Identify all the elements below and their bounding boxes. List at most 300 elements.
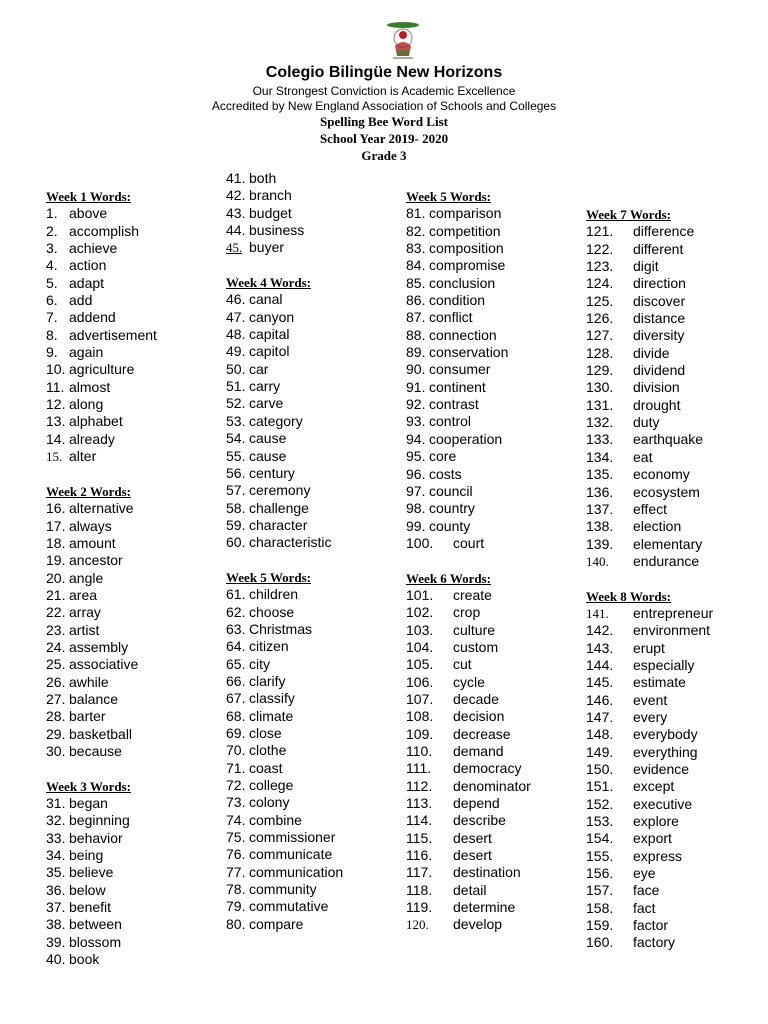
item-word: estimate — [633, 674, 686, 691]
list-item — [46, 570, 157, 587]
list-item — [46, 535, 157, 552]
item-word: especially — [633, 656, 695, 673]
item-number: 93. — [406, 413, 426, 430]
item-number: 49. — [226, 343, 246, 360]
item-number: 41. — [226, 170, 246, 186]
item-number: 7. — [46, 309, 58, 326]
list-item — [46, 830, 157, 847]
item-word: costs — [429, 465, 462, 482]
item-number: 32. — [46, 812, 66, 829]
item-word: basketball — [69, 725, 133, 742]
list-item — [226, 205, 343, 222]
list-item — [586, 830, 713, 847]
list-item — [46, 708, 157, 725]
list-item — [226, 239, 343, 256]
list-item — [46, 622, 157, 639]
list-item — [46, 795, 157, 812]
item-number: 43. — [226, 204, 246, 221]
item-word: carry — [249, 378, 281, 395]
item-word: alter — [69, 448, 97, 465]
item-number: 121. — [586, 223, 614, 240]
item-word: continent — [429, 378, 486, 395]
list-item — [406, 726, 531, 743]
item-number: 58. — [226, 499, 246, 516]
item-word: effect — [633, 500, 667, 517]
item-number: 1. — [46, 205, 58, 222]
list-item — [226, 343, 343, 360]
list-item — [586, 293, 713, 310]
list-item — [406, 760, 531, 777]
item-number: 76. — [226, 846, 246, 863]
item-number: 112. — [406, 777, 433, 794]
item-number: 44. — [226, 222, 246, 239]
list-item — [586, 848, 713, 865]
list-item — [406, 656, 531, 673]
item-word: branch — [249, 187, 292, 204]
item-word: below — [69, 881, 106, 898]
item-number: 90. — [406, 361, 426, 378]
item-word: achieve — [69, 240, 118, 257]
item-word: character — [249, 516, 308, 533]
item-number: 45. — [226, 240, 243, 256]
list-item — [406, 795, 531, 812]
list-item — [406, 413, 531, 430]
item-word: earthquake — [633, 431, 704, 448]
list-item — [406, 812, 531, 829]
list-item — [226, 673, 343, 690]
item-word: agriculture — [69, 361, 135, 378]
item-word: distance — [633, 310, 686, 327]
item-number: 129. — [586, 362, 614, 379]
item-word: barter — [69, 708, 106, 725]
list-item — [46, 916, 157, 933]
item-word: colony — [249, 794, 290, 811]
item-word: eye — [633, 865, 656, 882]
item-number: 77. — [226, 863, 246, 880]
item-word: challenge — [249, 499, 309, 516]
item-word: denominator — [453, 777, 531, 794]
item-number: 87. — [406, 309, 426, 326]
item-number: 99. — [406, 517, 426, 534]
item-word: adapt — [69, 274, 105, 291]
list-item — [406, 309, 531, 326]
item-number: 105. — [406, 656, 434, 673]
item-word: county — [429, 517, 471, 534]
item-word: classify — [249, 690, 295, 707]
list-item — [46, 292, 157, 309]
item-number: 97. — [406, 482, 426, 499]
word-list-week-7 — [586, 223, 713, 570]
list-item — [406, 379, 531, 396]
list-item — [406, 361, 531, 378]
item-word: factory — [633, 934, 676, 951]
list-item — [46, 639, 157, 656]
list-item — [586, 431, 713, 448]
item-number: 52. — [226, 395, 246, 412]
item-word: divide — [633, 344, 670, 361]
list-item — [586, 882, 713, 899]
item-number: 140. — [586, 553, 609, 569]
item-number: 120. — [406, 917, 429, 933]
list-item — [46, 587, 157, 604]
item-number: 111. — [406, 760, 432, 777]
item-word: cause — [249, 430, 287, 447]
word-list-week-8 — [586, 605, 713, 952]
item-word: compromise — [429, 257, 506, 274]
list-item — [586, 501, 713, 518]
list-item — [46, 847, 157, 864]
item-number: 20. — [46, 569, 66, 586]
list-item — [46, 691, 157, 708]
list-item — [226, 794, 343, 811]
item-word: everybody — [633, 726, 698, 743]
item-word: desert — [453, 829, 492, 846]
item-word: capital — [249, 326, 290, 343]
list-item — [406, 396, 531, 413]
item-word: behavior — [69, 829, 123, 846]
item-number: 21. — [46, 586, 66, 603]
list-item — [226, 395, 343, 412]
item-word: city — [249, 655, 270, 672]
list-item — [46, 448, 157, 465]
item-number: 74. — [226, 811, 246, 828]
item-number: 128. — [586, 344, 614, 361]
item-word: alternative — [69, 500, 134, 517]
item-number: 88. — [406, 326, 426, 343]
list-item — [226, 430, 343, 447]
item-number: 51. — [226, 378, 246, 395]
item-word: conservation — [429, 344, 509, 361]
item-word: describe — [453, 812, 506, 829]
item-word: blossom — [69, 933, 122, 950]
item-word: economy — [633, 466, 690, 483]
list-item — [226, 881, 343, 898]
list-item — [406, 691, 531, 708]
item-number: 100. — [406, 534, 434, 551]
list-item — [226, 621, 343, 638]
item-word: associative — [69, 656, 139, 673]
item-word: almost — [69, 378, 111, 395]
week-heading: Week 3 Words: — [46, 778, 131, 794]
item-number: 159. — [586, 917, 614, 934]
list-item — [406, 622, 531, 639]
item-number: 46. — [226, 291, 246, 308]
item-number: 152. — [586, 795, 614, 812]
week-heading: Week 2 Words: — [46, 483, 131, 499]
item-number: 11. — [46, 378, 65, 395]
item-number: 149. — [586, 743, 614, 760]
item-word: addend — [69, 309, 116, 326]
item-number: 81. — [406, 205, 426, 222]
word-list-week-4 — [226, 291, 343, 551]
item-word: export — [633, 830, 672, 847]
list-item — [586, 466, 713, 483]
item-number: 114. — [406, 812, 433, 829]
item-number: 37. — [46, 899, 66, 916]
item-number: 92. — [406, 396, 426, 413]
item-word: choose — [249, 603, 295, 620]
item-number: 53. — [226, 412, 246, 429]
item-word: different — [633, 240, 684, 257]
list-item — [406, 743, 531, 760]
item-number: 91. — [406, 378, 426, 395]
item-number: 86. — [406, 292, 426, 309]
item-word: ancestor — [69, 552, 123, 569]
item-word: cut — [453, 656, 472, 673]
list-item — [46, 726, 157, 743]
item-word: drought — [633, 396, 681, 413]
item-word: determine — [453, 899, 516, 916]
item-number: 47. — [226, 308, 246, 325]
list-item — [586, 310, 713, 327]
item-word: budget — [249, 204, 292, 221]
item-number: 57. — [226, 482, 246, 499]
item-word: composition — [429, 240, 504, 257]
item-number: 153. — [586, 813, 614, 830]
word-list-week-5 — [226, 586, 343, 933]
item-word: began — [69, 795, 108, 812]
item-word: eat — [633, 448, 653, 465]
item-word: connection — [429, 326, 497, 343]
list-item — [226, 482, 343, 499]
item-word: communicate — [249, 846, 333, 863]
list-item — [586, 275, 713, 292]
item-word: decision — [453, 708, 505, 725]
list-item — [46, 240, 157, 257]
list-item — [586, 518, 713, 535]
list-item — [586, 709, 713, 726]
item-number: 19. — [46, 552, 66, 569]
item-word: direction — [633, 275, 686, 292]
list-item — [46, 656, 157, 673]
list-item — [46, 518, 157, 535]
list-item — [586, 536, 713, 553]
grade-label: Grade 3 — [361, 148, 407, 163]
list-item — [226, 361, 343, 378]
item-word: demand — [453, 743, 504, 759]
item-word: because — [69, 743, 122, 759]
item-word: clarify — [249, 672, 286, 689]
item-word: beginning — [69, 812, 130, 829]
list-item — [226, 604, 343, 621]
item-number: 72. — [226, 777, 246, 794]
item-word: along — [69, 396, 104, 413]
list-item — [586, 484, 713, 501]
item-number: 62. — [226, 603, 246, 620]
list-item — [46, 309, 157, 326]
item-number: 42. — [226, 187, 246, 204]
item-word: council — [429, 482, 473, 499]
school-name: Colegio Bilingüe New Horizons — [265, 64, 503, 81]
item-word: ecosystem — [633, 483, 700, 500]
item-word: crop — [453, 604, 481, 621]
item-number: 67. — [226, 690, 246, 707]
week-heading: Week 5 Words: — [406, 189, 491, 204]
list-item — [226, 170, 343, 187]
item-number: 147. — [586, 708, 614, 725]
item-word: digit — [633, 258, 659, 275]
list-item — [406, 604, 531, 621]
item-number: 146. — [586, 691, 614, 708]
item-word: culture — [453, 621, 496, 638]
item-number: 125. — [586, 292, 614, 309]
item-word: college — [249, 777, 294, 794]
list-item — [46, 413, 157, 430]
item-number: 133. — [586, 431, 614, 448]
item-number: 130. — [586, 379, 614, 396]
list-item — [586, 397, 713, 414]
item-word: car — [249, 360, 269, 377]
week-heading: Week 4 Words: — [226, 275, 311, 291]
item-number: 137. — [586, 500, 614, 517]
item-number: 82. — [406, 222, 426, 239]
item-number: 119. — [406, 899, 433, 916]
word-column-2 — [226, 170, 343, 933]
week-heading: Week 8 Words: — [586, 588, 671, 604]
list-item — [226, 413, 343, 430]
item-word: assembly — [69, 638, 129, 655]
word-list-continued — [226, 170, 343, 257]
item-word: array — [69, 604, 101, 621]
item-number: 27. — [46, 690, 66, 707]
item-word: everything — [633, 743, 698, 760]
item-number: 104. — [406, 638, 434, 655]
list-item — [46, 500, 157, 517]
item-number: 22. — [46, 604, 66, 621]
list-item — [586, 241, 713, 258]
list-item — [406, 778, 531, 795]
list-item — [586, 622, 713, 639]
week-heading: Week 5 Words: — [226, 569, 311, 585]
item-word: every — [633, 708, 668, 725]
item-word: depend — [453, 795, 500, 812]
list-item — [406, 639, 531, 656]
item-number: 124. — [586, 275, 614, 292]
item-word: awhile — [69, 673, 109, 690]
item-word: condition — [429, 292, 486, 309]
item-number: 17. — [46, 517, 66, 534]
list-item — [46, 431, 157, 448]
item-number: 68. — [226, 707, 246, 724]
list-item — [586, 692, 713, 709]
item-number: 3. — [46, 240, 58, 257]
list-item — [406, 327, 531, 344]
item-number: 40. — [46, 951, 66, 968]
list-item — [46, 205, 157, 222]
item-number: 71. — [226, 759, 246, 776]
item-number: 94. — [406, 430, 426, 447]
item-word: court — [453, 534, 485, 551]
list-item — [406, 535, 531, 552]
list-item — [226, 326, 343, 343]
item-word: advertisement — [69, 326, 157, 343]
list-item — [406, 431, 531, 448]
list-item — [226, 656, 343, 673]
item-number: 96. — [406, 465, 426, 482]
item-word: consumer — [429, 361, 491, 378]
item-word: being — [69, 847, 104, 864]
item-number: 24. — [46, 638, 66, 655]
list-item — [586, 726, 713, 743]
item-word: express — [633, 847, 683, 864]
item-number: 69. — [226, 725, 246, 741]
list-item — [46, 951, 157, 968]
item-word: area — [69, 586, 98, 603]
item-number: 29. — [46, 725, 66, 742]
item-word: between — [69, 916, 122, 933]
item-number: 107. — [406, 690, 434, 707]
item-word: explore — [633, 813, 679, 830]
item-word: always — [69, 517, 112, 534]
list-item — [226, 517, 343, 534]
item-number: 89. — [406, 344, 426, 361]
item-number: 39. — [46, 933, 66, 950]
list-item — [586, 553, 713, 570]
list-item — [46, 379, 157, 396]
list-item — [586, 900, 713, 917]
list-item — [406, 292, 531, 309]
list-item — [406, 275, 531, 292]
item-word: business — [249, 222, 305, 239]
list-item — [586, 449, 713, 466]
item-number: 13. — [46, 413, 66, 430]
item-word: develop — [453, 916, 503, 933]
list-item — [586, 674, 713, 691]
list-item — [226, 309, 343, 326]
list-item — [226, 916, 343, 933]
list-item — [226, 500, 343, 517]
item-word: desert — [453, 847, 492, 864]
item-number: 135. — [586, 466, 614, 483]
item-number: 14. — [46, 430, 66, 447]
list-item — [46, 361, 157, 378]
school-crest-icon — [383, 20, 423, 62]
list-item — [586, 345, 713, 362]
word-list-week-5b — [406, 205, 531, 552]
item-number: 60. — [226, 534, 246, 551]
list-item — [226, 638, 343, 655]
item-word: decade — [453, 690, 499, 707]
list-item — [406, 448, 531, 465]
list-item — [406, 257, 531, 274]
item-number: 48. — [226, 326, 246, 343]
item-number: 56. — [226, 464, 246, 481]
list-item — [226, 586, 343, 603]
item-number: 55. — [226, 447, 246, 464]
word-list-week-3 — [46, 795, 157, 968]
item-word: angle — [69, 569, 104, 586]
list-item — [406, 708, 531, 725]
item-number: 18. — [46, 534, 66, 551]
list-item — [46, 327, 157, 344]
item-word: already — [69, 430, 115, 447]
item-word: coast — [249, 759, 283, 776]
list-item — [586, 379, 713, 396]
list-item — [226, 291, 343, 308]
list-item — [406, 847, 531, 864]
item-word: amount — [69, 534, 116, 551]
item-word: democracy — [453, 760, 522, 777]
list-item — [46, 899, 157, 916]
list-item — [586, 813, 713, 830]
item-word: buyer — [249, 239, 285, 256]
item-word: category — [249, 412, 303, 429]
list-item — [46, 882, 157, 899]
item-number: 132. — [586, 414, 614, 431]
item-number: 150. — [586, 761, 614, 777]
item-number: 2. — [46, 222, 58, 239]
item-number: 156. — [586, 865, 614, 882]
